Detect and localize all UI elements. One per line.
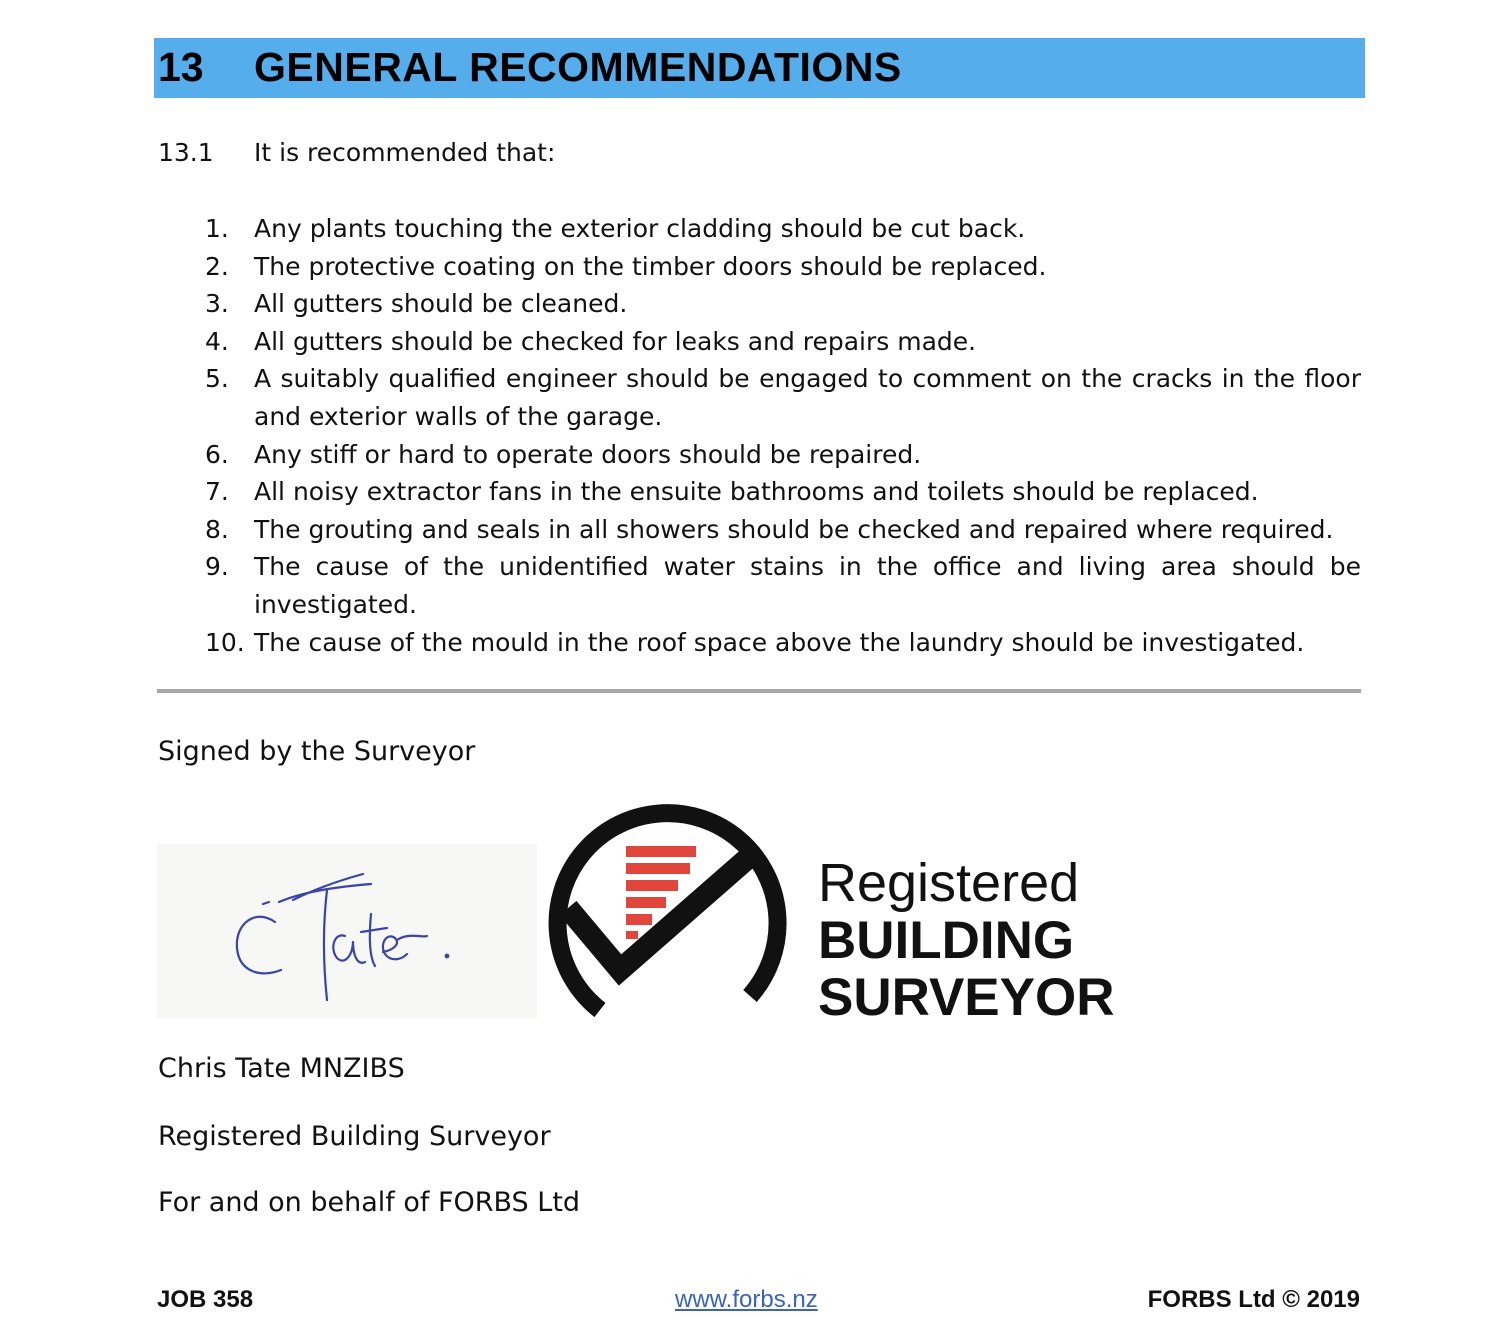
signed-by-label: Signed by the Surveyor	[158, 736, 476, 767]
logo-line-building: BUILDING	[818, 911, 1075, 970]
list-item-text: The protective coating on the timber doors should be replaced.	[254, 251, 1047, 281]
company-line: For and on behalf of FORBS Ltd	[158, 1187, 581, 1218]
list-item-text: The cause of the unidentified water stains in the office and living area should be investigated.	[254, 552, 1361, 619]
badge-check-icon	[540, 800, 790, 1020]
list-item-text: The grouting and seals in all showers should be checked and repaired where required.	[254, 514, 1334, 544]
list-item-text: Any plants touching the exterior cladding should be cut back.	[254, 214, 1026, 243]
recommendations-list	[205, 210, 1361, 661]
footer-copyright: FORBS Ltd © 2019	[1147, 1286, 1360, 1313]
section-divider	[157, 689, 1361, 693]
footer-job-number: JOB 358	[157, 1286, 254, 1313]
list-item-number: 5.	[205, 364, 229, 394]
list-item-text: All noisy extractor fans in the ensuite bathrooms and toilets should be replaced.	[254, 477, 1259, 507]
section-header	[154, 38, 1365, 98]
list-item	[205, 511, 1361, 549]
list-item	[205, 436, 1361, 474]
list-item	[205, 624, 1361, 662]
list-item-text: All gutters should be checked for leaks and repairs made.	[254, 326, 977, 356]
signature-icon	[157, 844, 537, 1018]
section-title: GENERAL RECOMMENDATIONS	[254, 44, 902, 90]
list-item-text: A suitably qualified engineer should be engaged to comment on the cracks in the floor and exterior walls of the garage.	[254, 364, 1361, 431]
section-number: 13	[158, 44, 204, 90]
list-item	[205, 285, 1361, 323]
logo-wordmark	[818, 853, 1115, 1028]
logo-line-surveyor: SURVEYOR	[818, 968, 1115, 1027]
list-item-number: 2.	[205, 251, 229, 281]
list-item-number: 9.	[205, 552, 229, 582]
list-item-text: The cause of the mould in the roof space above the laundry should be investigated.	[254, 627, 1305, 657]
list-item	[205, 473, 1361, 511]
list-item-number: 6.	[205, 439, 229, 469]
clause-number: 13.1	[158, 138, 214, 167]
list-item	[205, 360, 1361, 435]
list-item-number: 4.	[205, 326, 229, 356]
list-item	[205, 323, 1361, 361]
list-item-number: 7.	[205, 477, 229, 507]
list-item-number: 8.	[205, 514, 229, 544]
badge-logo	[540, 800, 790, 1020]
list-item	[205, 248, 1361, 286]
signature-image	[157, 844, 537, 1018]
list-item	[205, 210, 1361, 248]
list-item-text: Any stiff or hard to operate doors should be repaired.	[254, 439, 922, 469]
footer-website-link[interactable]: www.forbs.nz	[675, 1286, 818, 1313]
clause-text: It is recommended that:	[254, 138, 556, 167]
list-item-text: All gutters should be cleaned.	[254, 289, 628, 319]
surveyor-role: Registered Building Surveyor	[158, 1121, 551, 1152]
logo-line-registered: Registered	[818, 853, 1080, 913]
list-item	[205, 548, 1361, 623]
surveyor-name: Chris Tate MNZIBS	[158, 1053, 405, 1084]
list-item-number: 1.	[205, 214, 229, 243]
list-item-number: 3.	[205, 289, 229, 319]
list-item-number: 10.	[205, 627, 245, 657]
